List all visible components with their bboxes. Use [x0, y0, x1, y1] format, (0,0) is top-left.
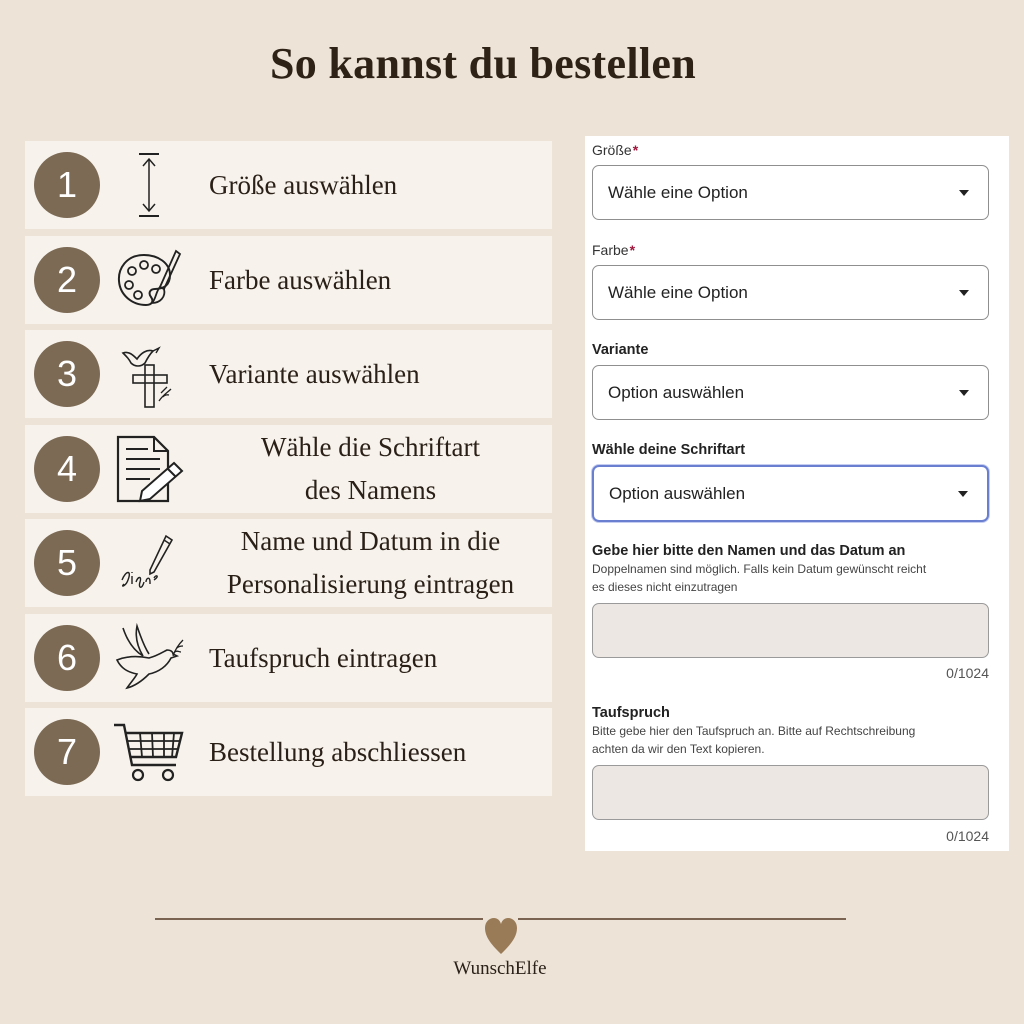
step-number: 1 [34, 152, 100, 218]
document-pencil-icon [111, 433, 187, 505]
color-select-value: Wähle eine Option [608, 282, 748, 302]
resize-arrows-icon [111, 149, 187, 221]
chevron-down-icon [959, 390, 969, 396]
brand-name: WunschElfe [453, 958, 547, 979]
step-4 [25, 425, 552, 513]
verse-counter: 0/1024 [946, 828, 989, 844]
step-label: Größe auswählen [209, 169, 398, 200]
page-title: So kannst du bestellen [270, 39, 696, 88]
shopping-cart-icon [111, 716, 187, 788]
chevron-down-icon [959, 290, 969, 296]
step-label: Taufspruch eintragen [209, 642, 438, 673]
step-number: 7 [34, 719, 100, 785]
footer-divider-right [518, 918, 846, 920]
variant-select[interactable] [592, 365, 989, 420]
step-number: 4 [34, 436, 100, 502]
name-date-label: Gebe hier bitte den Namen und das Datum an [592, 543, 906, 559]
footer-divider-left [155, 918, 483, 920]
size-select-value: Wähle eine Option [608, 182, 748, 202]
step-label: Wähle die Schriftart des Namens [261, 432, 480, 505]
size-select[interactable] [592, 165, 989, 220]
variant-label: Variante [592, 342, 649, 358]
order-form [585, 136, 1009, 851]
step-6 [25, 614, 552, 702]
step-2 [25, 236, 552, 324]
name-date-textarea[interactable] [592, 603, 989, 658]
color-select[interactable] [592, 265, 989, 320]
step-number: 2 [34, 247, 100, 313]
heart-icon [483, 916, 519, 960]
dove-cross-icon [111, 338, 187, 410]
chevron-down-icon [958, 491, 968, 497]
step-label: Bestellung abschliessen [209, 736, 467, 767]
variant-select-value: Option auswählen [608, 382, 745, 402]
size-label: Größe* [592, 142, 639, 158]
step-number: 5 [34, 530, 100, 596]
pen-signature-icon [111, 527, 187, 599]
chevron-down-icon [959, 190, 969, 196]
step-label: Farbe auswählen [209, 264, 392, 295]
step-number: 3 [34, 341, 100, 407]
required-marker: * [629, 242, 636, 258]
required-marker: * [632, 142, 639, 158]
name-date-counter: 0/1024 [946, 665, 989, 681]
verse-textarea[interactable] [592, 765, 989, 820]
step-5 [25, 519, 552, 607]
name-date-help: Doppelnamen sind möglich. Falls kein Datum gewünscht reicht es dieses nicht einzutragen [592, 562, 927, 594]
verse-label: Taufspruch [592, 705, 670, 721]
step-number: 6 [34, 625, 100, 691]
step-7 [25, 708, 552, 796]
font-select[interactable] [592, 465, 989, 522]
palette-icon [111, 244, 187, 316]
verse-help: Bitte gebe hier den Taufspruch an. Bitte auf Rechtschreibung achten da wir den Text kopieren. [592, 724, 916, 756]
font-select-value: Option auswählen [609, 483, 746, 503]
step-1 [25, 141, 552, 229]
step-label: Variante auswählen [209, 358, 420, 389]
color-label: Farbe* [592, 242, 636, 258]
dove-icon [111, 622, 187, 694]
step-label: Name und Datum in die Personalisierung eintragen [226, 526, 515, 599]
font-label: Wähle deine Schriftart [592, 442, 746, 458]
step-3 [25, 330, 552, 418]
